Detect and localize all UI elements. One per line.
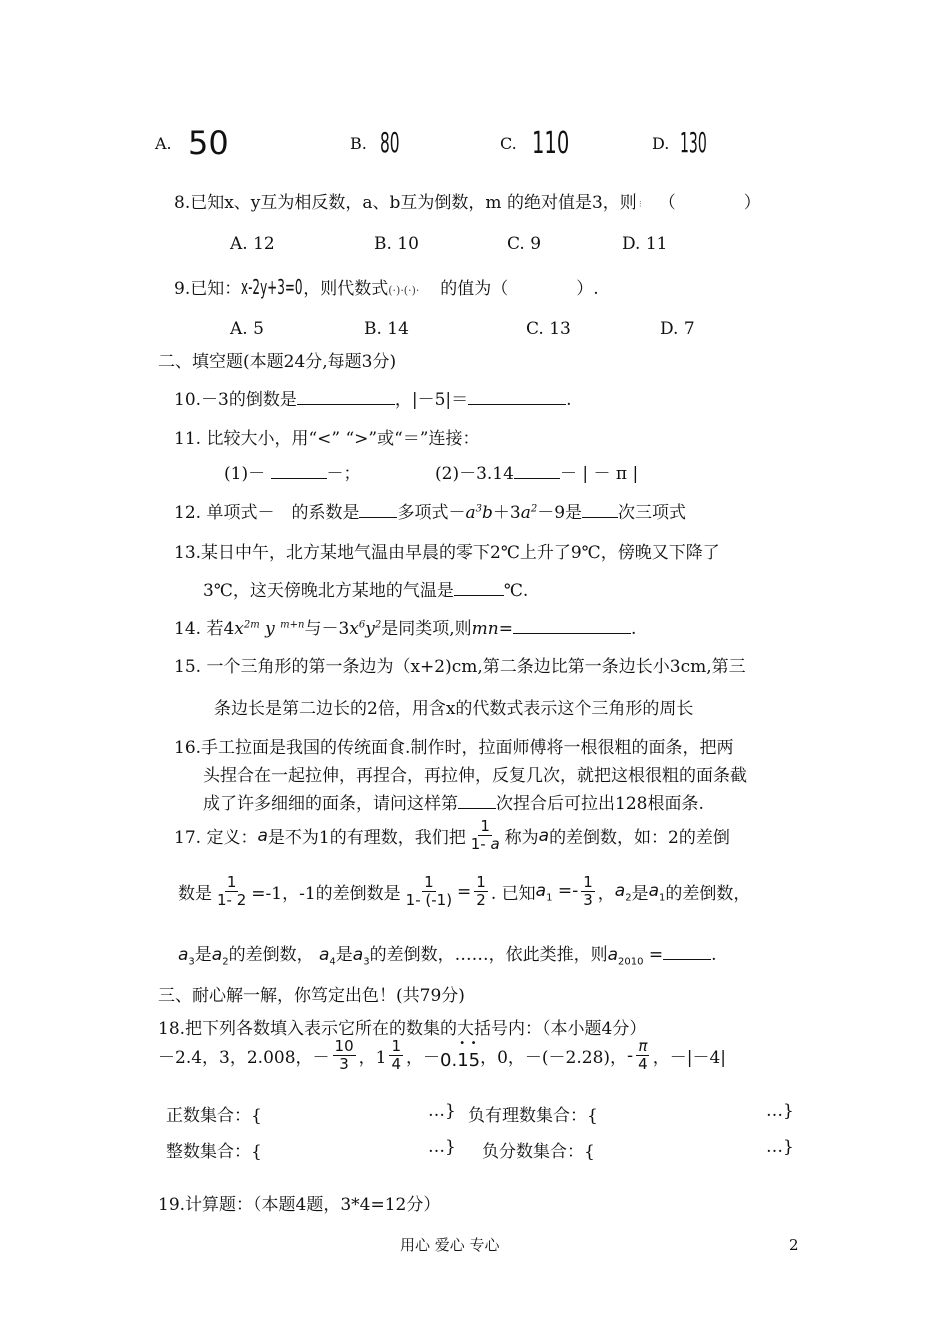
q11-part1-a: (1)－ <box>224 464 266 484</box>
q15-line1: 15. 一个三角形的第一条边为（x+2)cm,第二条边比第一条边长小3cm,第三 <box>174 657 746 677</box>
positive-set-label: 正数集合：{ <box>166 1106 262 1126</box>
q13-line2 <box>203 576 528 601</box>
q10-question <box>174 385 572 410</box>
q9-mid: ，则代数式 <box>303 279 389 299</box>
q9-suffix: 的值为（ ）. <box>440 279 599 299</box>
q8-question <box>174 188 761 213</box>
q11-blank-2[interactable] <box>514 478 560 479</box>
q12-text-a: 12. 单项式－ 的系数是 <box>174 503 360 523</box>
q12-text-d: 次三项式 <box>618 503 687 523</box>
q8-answer-paren: （ ） <box>658 193 761 213</box>
q17-text-o: 的差倒数，……，依此类推，则 <box>369 945 608 965</box>
q10-text-a: 10.－3的倒数是 <box>174 390 297 410</box>
q17-text-i: ， <box>597 884 615 905</box>
q7-option-a-value: 50 <box>188 124 229 162</box>
q8-option-c: C. 9 <box>507 234 542 254</box>
q11-question: 11. 比较大小，用“<” “>”或“＝”连接： <box>174 429 480 449</box>
q16-text-a: 成了许多细细的面条，请问这样第 <box>203 794 458 814</box>
q18-fraction-pi-4: $\frac{\pi}{4}$ <box>638 1037 648 1074</box>
q11-part2 <box>435 459 638 484</box>
q14-term-1: $x^{2m}$ y $^{m+n}$ <box>234 619 305 639</box>
q9-option-a: A. 5 <box>230 319 264 339</box>
negative-rational-set-close: …} <box>766 1101 794 1121</box>
q13-line1: 13.某日中午，北方某地气温由早晨的零下2℃上升了9℃，傍晚又下降了 <box>174 543 720 563</box>
q17-fraction-definition: $\frac{1}{1- a}$ <box>470 817 500 854</box>
q9-option-b: B. 14 <box>364 319 409 339</box>
q18-nums-e: ，－|－4| <box>652 1048 726 1069</box>
q7-option-b-value: 80 <box>380 126 400 159</box>
q11-part1-b: －； <box>326 464 361 484</box>
q8-text: 8.已知x、y互为相反数，a、b互为倒数，m 的绝对值是3，则 <box>174 193 637 213</box>
q17-line2: 数是 $\frac{1}{1- 2}$ =-1，-1的差倒数是 $\frac{1}{1- (-1)}$ = $\frac{1}{2}$ . 已知 $a_1$ =- $\frac{1}{3}$ ， $a_2$ 是 $a_1$ 的差倒数， <box>178 873 751 910</box>
q17-text-a: 17. 定义： <box>174 828 258 849</box>
q18-nums-b: ，1 <box>358 1048 387 1069</box>
q18-nums-a: －2.4，3，2.008，－ <box>158 1048 330 1069</box>
q17-fraction-example-2: $\frac{1}{1- (-1)}$ <box>405 873 453 910</box>
q14-question: 14. 若$4x^{2m}$ y $^{m+n}$与$-3x^6y^2$是同类项,则mn= . <box>174 619 637 639</box>
q17-fraction-third: $\frac{1}{3}$ <box>583 873 593 910</box>
q13-text-a: 3℃，这天傍晚北方某地的气温是 <box>203 581 454 601</box>
q17-text-h: . 已知 <box>490 884 536 905</box>
q14-mn: mn <box>471 619 499 639</box>
q14-text-a: 14. 若4 <box>174 619 235 639</box>
q9-equation: x-2y+3=0 <box>241 275 303 299</box>
q16-line1: 16.手工拉面是我国的传统面食.制作时，拉面师傅将一根很粗的面条，把两 <box>174 738 734 758</box>
q17-text-b: 是不为1的有理数，我们把 <box>267 828 466 849</box>
q17-a1: $a_1$ =- <box>535 880 579 903</box>
negative-fraction-set-close: …} <box>766 1137 794 1157</box>
q12-question: 12. 单项式－ 的系数是 多项式$-a^3b+3a^2-9$是 次三项式 <box>174 503 687 523</box>
q8-option-d: D. 11 <box>622 234 668 254</box>
negative-fraction-set-label: 负分数集合：{ <box>482 1142 595 1162</box>
q17-text-j: 是 <box>631 884 649 905</box>
q17-text-g: = <box>457 881 472 902</box>
q14-blank[interactable] <box>513 633 631 634</box>
q14-text-c: 是同类项,则 <box>381 619 472 639</box>
negative-rational-set-label: 负有理数集合：{ <box>468 1106 598 1126</box>
q10-text-b: ，|－5|＝ <box>394 390 469 410</box>
q18-numbers: －2.4，3，2.008，－ $\frac{10}{3}$ ，1 $\frac{1}{4}$ ，－ 0.• 1• 5 ，0，－(－2.28)， - $\frac{\pi}{4}$ ，－|－4| <box>158 1038 726 1074</box>
footer-center: 用心 爱心 专心 <box>400 1236 500 1254</box>
q17-text-f: =-1，-1的差倒数是 <box>251 884 401 905</box>
q8-option-b: B. 10 <box>374 234 419 254</box>
q12-blank-1[interactable] <box>359 517 397 518</box>
q9-option-d: D. 7 <box>660 319 695 339</box>
q17-text-p: = <box>648 945 664 965</box>
q16-line2: 头捏合在一起拉伸，再捏合，再拉伸，反复几次，就把这根很粗的面条截 <box>203 766 747 786</box>
q8-formula-image: ⋮ <box>636 199 644 208</box>
q10-text-c: . <box>566 390 572 410</box>
q18-nums-c: ，－ <box>406 1048 440 1069</box>
q18-fraction-10-3: $\frac{10}{3}$ <box>334 1037 354 1074</box>
q7-option-c-value: 110 <box>532 126 570 161</box>
q16-line3 <box>203 789 704 814</box>
q12-text-c: 是 <box>565 503 583 523</box>
q17-text-k: 的差倒数， <box>665 884 751 905</box>
integer-set-close: …} <box>428 1137 456 1157</box>
q10-blank-2[interactable] <box>468 404 566 405</box>
q12-polynomial: $a^3b$ <box>465 503 493 523</box>
q9-option-c: C. 13 <box>526 319 571 339</box>
q13-blank[interactable] <box>454 595 504 596</box>
integer-set-label: 整数集合：{ <box>166 1142 262 1162</box>
q11-part1 <box>224 459 361 484</box>
q17-text-e: 数是 <box>178 884 212 905</box>
q9-prefix: 9.已知： <box>174 279 242 299</box>
page-number: 2 <box>789 1236 799 1254</box>
q17-text-c: 称为 <box>504 828 539 849</box>
q17-text-m: 的差倒数， <box>228 945 314 965</box>
q17-text-n: 是 <box>335 945 353 965</box>
q16-blank[interactable] <box>458 808 496 809</box>
q17-blank[interactable] <box>663 959 711 960</box>
q18-fraction-1-4: $\frac{1}{4}$ <box>391 1037 401 1074</box>
q11-part2-a: (2)－3.14 <box>435 464 514 484</box>
q9-question <box>174 274 599 299</box>
q12-text-b: 多项式－ <box>397 503 466 523</box>
q7-option-d-label: D. <box>652 134 670 153</box>
q14-text-b: 与－3 <box>304 619 350 639</box>
q18-title: 18.把下列各数填入表示它所在的数集的大括号内：（本小题4分） <box>158 1019 647 1039</box>
q7-option-a-label: A. <box>155 134 172 153</box>
q17-text-l: 是 <box>194 945 212 965</box>
q18-nums-d: ，0，－(－2.28)， <box>480 1048 628 1069</box>
q17-text-d: 的差倒数，如：2的差倒 <box>549 828 730 849</box>
q8-option-a: A. 12 <box>230 234 275 254</box>
section-3-heading: 三、耐心解一解，你笃定出色！(共79分) <box>158 986 465 1006</box>
q12-blank-2[interactable] <box>582 517 618 518</box>
q16-text-b: 次捏合后可拉出128根面条. <box>496 794 704 814</box>
positive-set-close: …} <box>428 1101 456 1121</box>
q14-text-d: . <box>630 619 637 639</box>
q11-part2-b: － | － π | <box>559 464 639 484</box>
q19-title: 19.计算题：（本题4题，3*4=12分） <box>158 1195 441 1215</box>
q17-line1: 17. 定义： a 是不为1的有理数，我们把 $\frac{1}{1- a}$ 称为 a 的差倒数，如：2的差倒 <box>174 817 730 854</box>
q17-fraction-example-1: $\frac{1}{1- 2}$ <box>217 873 247 910</box>
q7-option-d-value: 130 <box>680 126 707 159</box>
q11-blank-1[interactable] <box>271 478 327 479</box>
q15-line2: 条边长是第二边长的2倍，用含x的代数式表示这个三角形的周长 <box>214 699 694 719</box>
section-2-heading: 二、填空题(本题24分,每题3分) <box>158 352 397 372</box>
q10-blank-1[interactable] <box>297 404 395 405</box>
q7-option-b-label: B. <box>350 134 367 153</box>
q18-repeating-decimal: 0.• 1• 5 <box>440 1050 480 1071</box>
q17-fraction-half: $\frac{1}{2}$ <box>476 873 486 910</box>
q7-option-c-label: C. <box>500 134 517 153</box>
q9-expression-image: (·)·(·)· <box>388 284 420 297</box>
q13-text-b: ℃. <box>503 581 529 601</box>
q14-term-2: $x^6y^2$ <box>349 619 382 639</box>
q17-line3: $a_3$是$a_2$的差倒数， $a_4$是$a_3$的差倒数，……，依此类推，则$a_{2010}$ = . <box>178 945 717 968</box>
q17-text-q: . <box>711 945 717 965</box>
